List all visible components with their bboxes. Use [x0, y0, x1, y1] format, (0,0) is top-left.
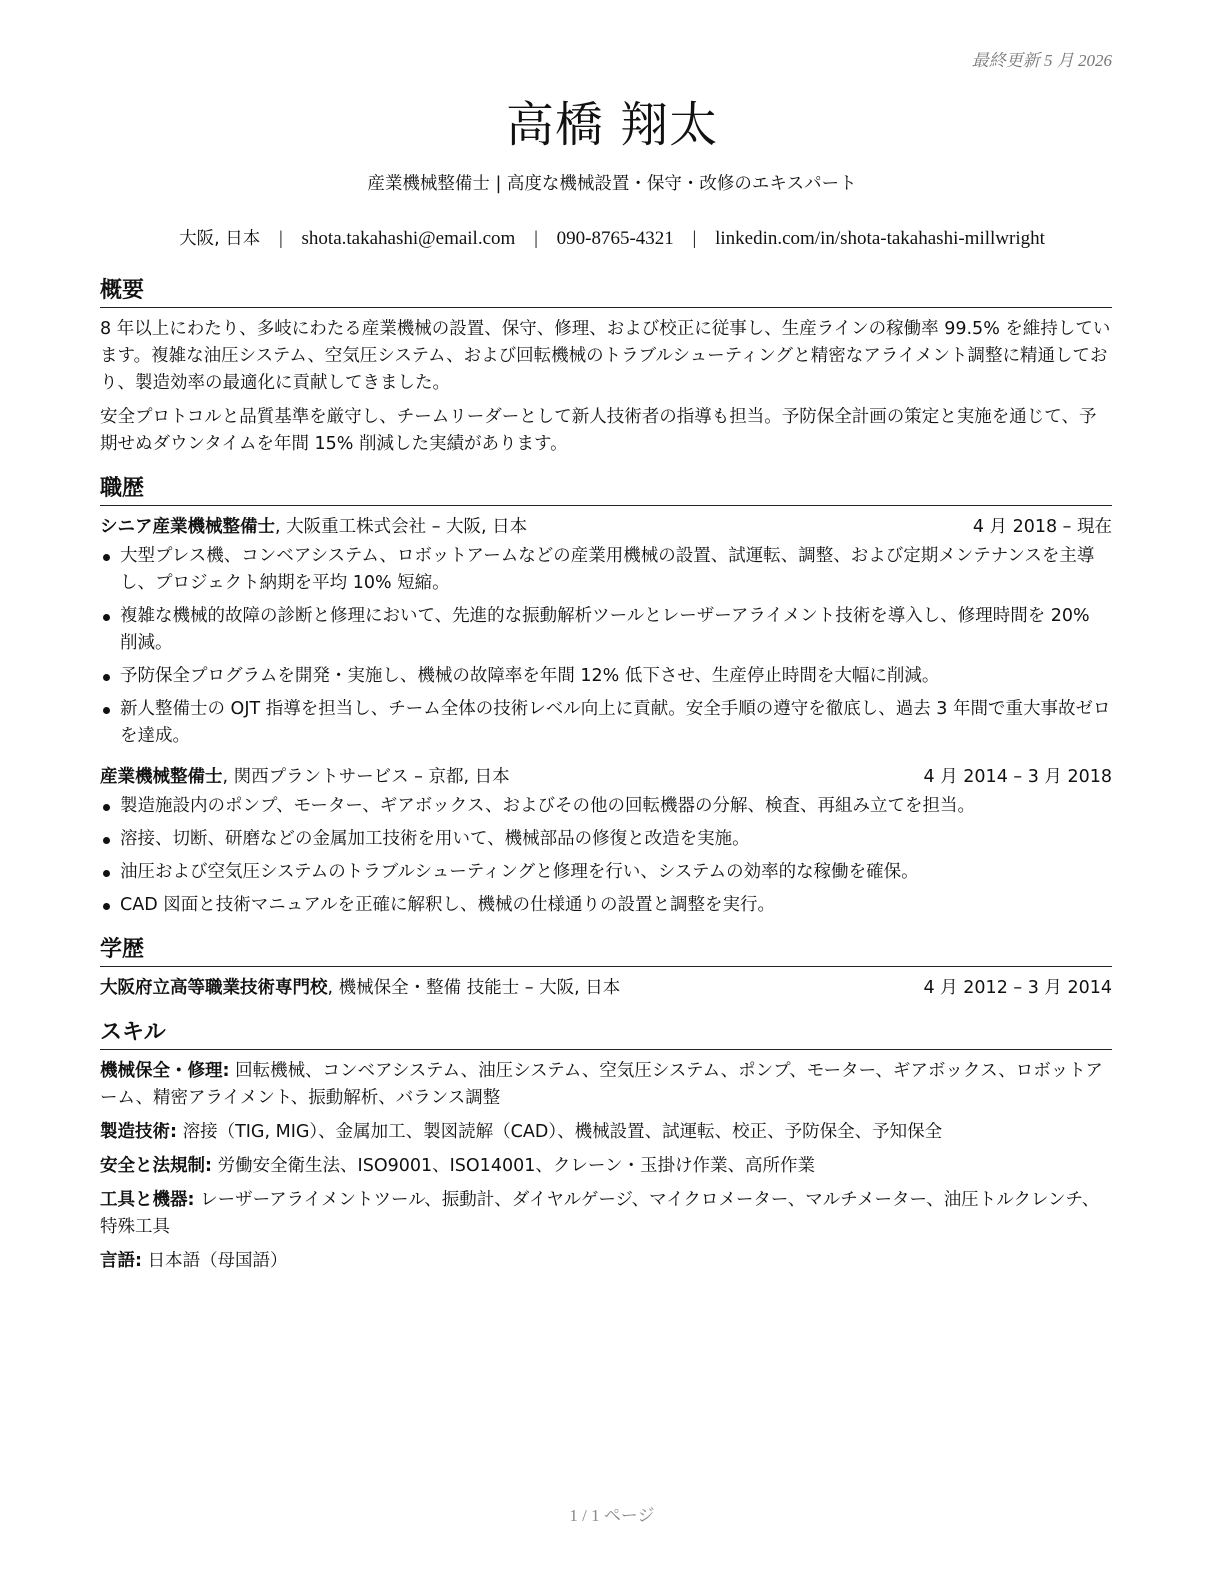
- skill-text: 日本語（母国語）: [142, 1251, 288, 1271]
- summary-paragraph: 安全プロトコルと品質基準を厳守し、チームリーダーとして新人技術者の指導も担当。予防保全計画の策定と実施を通じて、予期せぬダウンタイムを年間 15% 削減した実績があります。: [100, 407, 1097, 454]
- job-date: 4 月 2014 – 3 月 2018: [923, 767, 1112, 787]
- candidate-name: 高橋 翔太: [505, 97, 719, 153]
- education-date: 4 月 2012 – 3 月 2014: [923, 978, 1112, 998]
- contact-email[interactable]: shota.takahashi@email.com: [301, 228, 516, 249]
- section-title-education: 学歴: [100, 935, 1112, 967]
- skill-label: 製造技術:: [100, 1122, 177, 1142]
- education-entry: [100, 975, 1112, 1002]
- skill-text: 回転機械、コンベアシステム、油圧システム、空気圧システム、ポンプ、モーター、ギアボックス、ロボットアーム、精密アライメント、振動解析、バランス調整: [100, 1061, 1103, 1108]
- job-bullet: 新人整備士の OJT 指導を担当し、チーム全体の技術レベル向上に貢献。安全手順の遵守を徹底し、過去 3 年間で重大事故ゼロを達成。: [100, 696, 1112, 750]
- job-header: [100, 764, 1112, 791]
- job-bullet: 複雑な機械的故障の診断と修理において、先進的な振動解析ツールとレーザーアライメント技術を導入し、修理時間を 20% 削減。: [100, 603, 1112, 657]
- job-role: シニア産業機械整備士: [100, 517, 275, 537]
- skill-label: 言語:: [100, 1251, 142, 1271]
- job-header: [100, 514, 1112, 541]
- skill-text: 溶接（TIG, MIG）、金属加工、製図読解（CAD）、機械設置、試運転、校正、予防保全、予知保全: [177, 1122, 943, 1142]
- section-title-experience: 職歴: [100, 474, 1112, 506]
- skill-row: [100, 1119, 1112, 1146]
- skill-text: レーザーアライメントツール、振動計、ダイヤルゲージ、マイクロメーター、マルチメーター、油圧トルクレンチ、特殊工具: [100, 1190, 1100, 1237]
- skill-text: 労働安全衛生法、ISO9001、ISO14001、クレーン・玉掛け作業、高所作業: [212, 1156, 816, 1176]
- summary-section: [100, 276, 1112, 458]
- contact-linkedin[interactable]: linkedin.com/in/shota-takahashi-millwright: [715, 228, 1045, 249]
- resume-content: [100, 276, 1112, 1291]
- job-details: , 関西プラントサービス – 京都, 日本: [222, 767, 510, 787]
- job-bullet: 大型プレス機、コンベアシステム、ロボットアームなどの産業用機械の設置、試運転、調整、および定期メンテナンスを主導し、プロジェクト納期を平均 10% 短縮。: [100, 543, 1112, 597]
- section-title-summary: 概要: [100, 276, 1112, 308]
- contact-location: 大阪, 日本: [179, 229, 261, 249]
- job-bullet: 予防保全プログラムを開発・実施し、機械の故障率を年間 12% 低下させ、生産停止時間を大幅に削減。: [100, 663, 1112, 690]
- job-bullet: 製造施設内のポンプ、モーター、ギアボックス、およびその他の回転機器の分解、検査、再組み立てを担当。: [100, 793, 1112, 820]
- job-entry: [100, 514, 1112, 750]
- contact-separator: |: [692, 228, 697, 249]
- job-bullet: CAD 図面と技術マニュアルを正確に解釈し、機械の仕様通りの設置と調整を実行。: [100, 892, 1112, 919]
- education-school: 大阪府立高等職業技術専門校: [100, 978, 328, 998]
- skills-section: [100, 1018, 1112, 1275]
- skill-label: 機械保全・修理:: [100, 1061, 230, 1081]
- skill-label: 工具と機器:: [100, 1190, 195, 1210]
- contact-phone: 090-8765-4321: [556, 228, 674, 249]
- contact-separator: |: [534, 228, 538, 249]
- section-title-skills: スキル: [100, 1018, 1112, 1050]
- job-entry: [100, 764, 1112, 919]
- contact-separator: |: [278, 228, 283, 249]
- skill-row: [100, 1153, 1112, 1180]
- last-updated: 最終更新 5 月 2026: [971, 51, 1112, 70]
- contact-line: [0, 225, 1224, 250]
- skill-row: [100, 1248, 1112, 1275]
- job-bullet: 油圧および空気圧システムのトラブルシューティングと修理を行い、システムの効率的な稼働を確保。: [100, 859, 1112, 886]
- job-bullets: [100, 793, 1112, 919]
- job-bullets: [100, 543, 1112, 750]
- skill-label: 安全と法規制:: [100, 1156, 212, 1176]
- job-title-line: [100, 514, 527, 541]
- skill-row: [100, 1058, 1112, 1112]
- tagline: 産業機械整備士 | 高度な機械設置・保守・改修のエキスパート: [367, 174, 857, 194]
- job-role: 産業機械整備士: [100, 767, 223, 787]
- summary-paragraph: 8 年以上にわたり、多岐にわたる産業機械の設置、保守、修理、および校正に従事し、生産ラインの稼働率 99.5% を維持しています。複雑な油圧システム、空気圧システム、および回転機械のトラブルシューティングと精密なアライメント調整に精通しており、製造効率の最適化に貢献してきました。: [100, 319, 1111, 393]
- education-details: , 機械保全・整備 技能士 – 大阪, 日本: [327, 978, 621, 998]
- skill-row: [100, 1187, 1112, 1241]
- page-number: 1 / 1 ページ: [569, 1506, 655, 1525]
- education-section: [100, 935, 1112, 1002]
- job-date: 4 月 2018 – 現在: [972, 517, 1112, 537]
- job-details: , 大阪重工株式会社 – 大阪, 日本: [275, 517, 528, 537]
- education-title-line: [100, 975, 620, 1002]
- job-title-line: [100, 764, 510, 791]
- experience-section: [100, 474, 1112, 919]
- job-bullet: 溶接、切断、研磨などの金属加工技術を用いて、機械部品の修復と改造を実施。: [100, 826, 1112, 853]
